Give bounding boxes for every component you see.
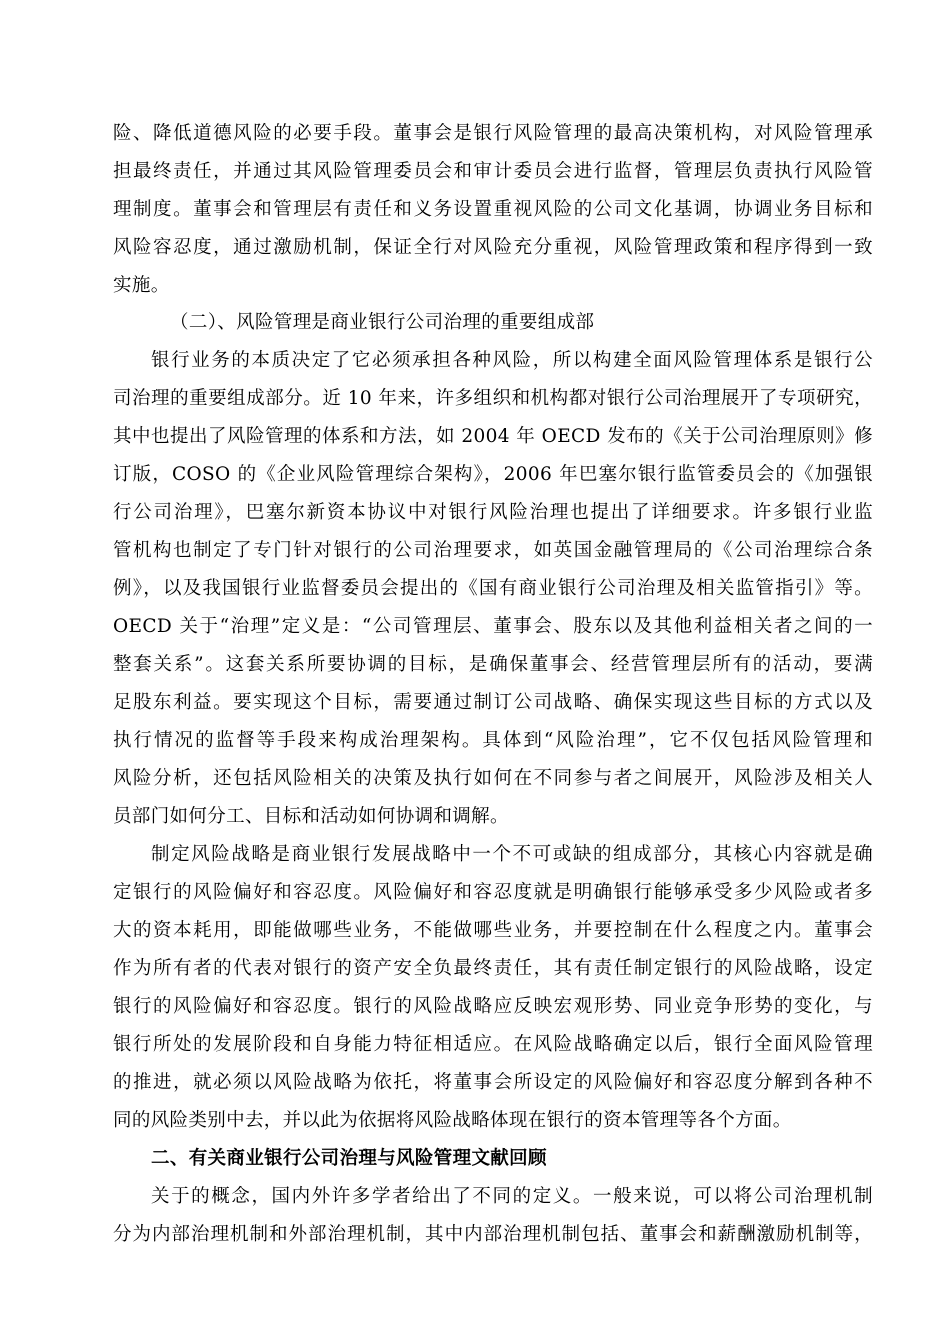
text-line: 风险容忍度，通过激励机制，保证全行对风险充分重视，风险管理政策和程序得到一致 — [113, 237, 873, 258]
text-line: 足股东利益。要实现这个目标，需要通过制订公司战略、确保实现这些目标的方式以及 — [113, 692, 873, 713]
section-subheading: （二）、风险管理是商业银行公司治理的重要组成部 — [170, 312, 595, 333]
text-line: 风险分析，还包括风险相关的决策及执行如何在不同参与者之间展开，风险涉及相关人 — [113, 768, 873, 789]
text-line: 制定风险战略是商业银行发展战略中一个不可或缺的组成部分，其核心内容就是确 — [151, 844, 873, 865]
text-line: 大的资本耗用，即能做哪些业务，不能做哪些业务，并要控制在什么程度之内。董事会 — [113, 920, 873, 941]
text-line: 员部门如何分工、目标和活动如何协调和调解。 — [113, 806, 509, 827]
text-line: 管机构也制定了专门针对银行的公司治理要求，如英国金融管理局的《公司治理综合条 — [113, 540, 873, 561]
text-line: 关于的概念，国内外许多学者给出了不同的定义。一般来说，可以将公司治理机制 — [151, 1186, 873, 1207]
section-heading: 二、有关商业银行公司治理与风险管理文献回顾 — [151, 1148, 547, 1169]
text-line: 订版，COSO 的《企业风险管理综合架构》，2006 年巴塞尔银行监管委员会的《加强银 — [113, 464, 873, 485]
text-line: 例》，以及我国银行业监督委员会提出的《国有商业银行公司治理及相关监管指引》等。 — [113, 578, 873, 599]
text-line: 银行所处的发展阶段和自身能力特征相适应。在风险战略确定以后，银行全面风险管理 — [113, 1034, 873, 1055]
text-line: 银行的风险偏好和容忍度。银行的风险战略应反映宏观形势、同业竞争形势的变化，与 — [113, 996, 873, 1017]
text-line: 执行情况的监督等手段来构成治理架构。具体到“风险治理”，它不仅包括风险管理和 — [113, 730, 873, 751]
text-line: OECD 关于“治理”定义是：“公司管理层、董事会、股东以及其他利益相关者之间的一 — [113, 616, 873, 637]
text-line: 的推进，就必须以风险战略为依托，将董事会所设定的风险偏好和容忍度分解到各种不 — [113, 1072, 873, 1093]
text-line: 险、降低道德风险的必要手段。董事会是银行风险管理的最高决策机构，对风险管理承 — [113, 123, 873, 144]
text-line: 分为内部治理机制和外部治理机制，其中内部治理机制包括、董事会和薪酬激励机制等， — [113, 1224, 873, 1245]
text-line: 理制度。董事会和管理层有责任和义务设置重视风险的公司文化基调，协调业务目标和 — [113, 199, 873, 220]
text-line: 整套关系”。这套关系所要协调的目标，是确保董事会、经营管理层所有的活动，要满 — [113, 654, 873, 675]
text-line: 担最终责任，并通过其风险管理委员会和审计委员会进行监督，管理层负责执行风险管 — [113, 161, 873, 182]
text-line: 司治理的重要组成部分。近 10 年来，许多组织和机构都对银行公司治理展开了专项研究， — [113, 388, 873, 409]
text-line: 行公司治理》，巴塞尔新资本协议中对银行风险治理也提出了详细要求。许多银行业监 — [113, 502, 873, 523]
text-line: 其中也提出了风险管理的体系和方法，如 2004 年 OECD 发布的《关于公司治理原则》修 — [113, 426, 873, 447]
text-line: 作为所有者的代表对银行的资产安全负最终责任，其有责任制定银行的风险战略，设定 — [113, 958, 873, 979]
text-line: 定银行的风险偏好和容忍度。风险偏好和容忍度就是明确银行能够承受多少风险或者多 — [113, 882, 873, 903]
text-line: 同的风险类别中去，并以此为依据将风险战略体现在银行的资本管理等各个方面。 — [113, 1110, 792, 1131]
text-line: 实施。 — [113, 275, 170, 296]
text-line: 银行业务的本质决定了它必须承担各种风险，所以构建全面风险管理体系是银行公 — [151, 350, 873, 371]
